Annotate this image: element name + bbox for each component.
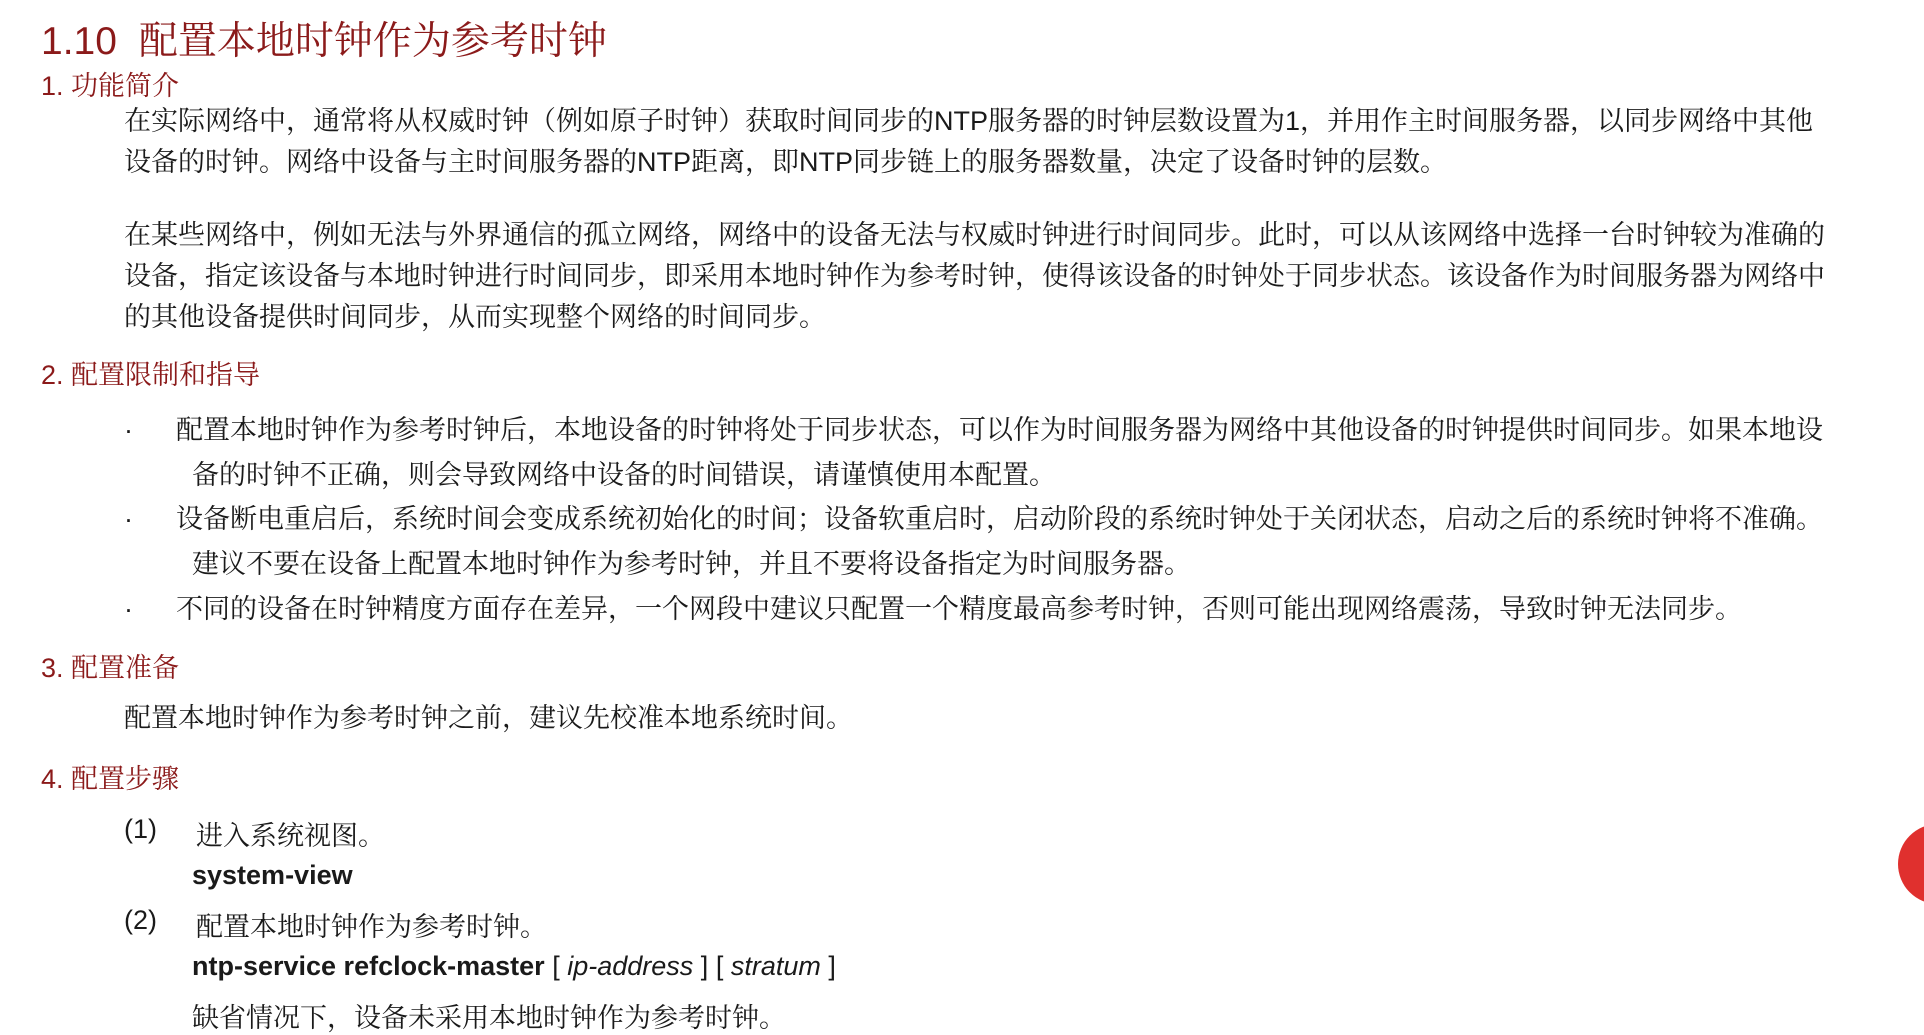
- step-command: [192, 951, 836, 982]
- intro-paragraph-1: [124, 101, 1904, 183]
- preparation-text: 配置本地时钟作为参考时钟之前，建议先校准本地系统时间。: [124, 703, 853, 733]
- bullet-dot: ·: [124, 504, 133, 534]
- title-number: 1.10: [41, 20, 117, 63]
- command-keyword: system-view: [192, 860, 353, 890]
- step-command: [192, 860, 353, 891]
- step-text: 进入系统视图。: [196, 821, 385, 851]
- command-argument: stratum: [730, 951, 821, 981]
- intro-paragraph-2: [124, 215, 1904, 338]
- command-argument: ip-address: [567, 951, 694, 981]
- floating-action-button[interactable]: [1898, 824, 1924, 904]
- page-title: [41, 10, 607, 66]
- bullet-text-line: 建议不要在设备上配置本地时钟作为参考时钟，并且不要将设备指定为时间服务器。: [192, 549, 1191, 579]
- paragraph-line: 的其他设备提供时间同步，从而实现整个网络的时间同步。: [124, 302, 826, 332]
- step-number: (2): [124, 905, 157, 935]
- bullet-dot: ·: [124, 594, 133, 624]
- bullet-text-line: 配置本地时钟作为参考时钟后，本地设备的时钟将处于同步状态，可以作为时间服务器为网络中其他设备的时钟提供时间同步。如果本地设: [176, 415, 1823, 445]
- paragraph-line: 在某些网络中，例如无法与外界通信的孤立网络，网络中的设备无法与权威时钟进行时间同步。此时，可以从该网络中选择一台时钟较为准确的: [124, 220, 1825, 250]
- bullet-text-line: 不同的设备在时钟精度方面存在差异，一个网段中建议只配置一个精度最高参考时钟，否则可能出现网络震荡，导致时钟无法同步。: [176, 594, 1742, 624]
- section-heading-restrictions: 2. 配置限制和指导: [41, 360, 261, 390]
- paragraph-line: 设备的时钟。网络中设备与主时间服务器的NTP距离，即NTP同步链上的服务器数量，决定了设备时钟的层数。: [124, 147, 1447, 177]
- paragraph-line: 设备，指定该设备与本地时钟进行时间同步，即采用本地时钟作为参考时钟，使得该设备的时钟处于同步状态。该设备作为时间服务器为网络中: [124, 261, 1825, 291]
- paragraph-line: 在实际网络中，通常将从权威时钟（例如原子时钟）获取时间同步的NTP服务器的时钟层数设置为1，并用作主时间服务器，以同步网络中其他: [124, 106, 1814, 136]
- bullet-dot: ·: [124, 415, 133, 445]
- step-number: (1): [124, 814, 157, 844]
- bracket-open: [: [552, 951, 560, 981]
- bullet-text-line: 设备断电重启后，系统时间会变成系统初始化的时间；设备软重启时，启动阶段的系统时钟处于关闭状态，启动之后的系统时钟将不准确。: [176, 504, 1823, 534]
- bracket-close: ]: [700, 951, 709, 981]
- title-text: 配置本地时钟作为参考时钟: [138, 20, 607, 63]
- step-note: 缺省情况下，设备未采用本地时钟作为参考时钟。: [192, 1003, 786, 1033]
- bracket-open: [: [715, 951, 724, 981]
- section-heading-preparation: 3. 配置准备: [41, 653, 180, 683]
- section-heading-steps: 4. 配置步骤: [41, 764, 180, 794]
- bullet-text-line: 备的时钟不正确，则会导致网络中设备的时间错误，请谨慎使用本配置。: [192, 460, 1056, 490]
- step-text: 配置本地时钟作为参考时钟。: [196, 912, 547, 942]
- section-heading-intro: 1. 功能简介: [41, 71, 180, 101]
- command-keyword: ntp-service refclock-master: [192, 951, 545, 981]
- bracket-close: ]: [828, 951, 836, 981]
